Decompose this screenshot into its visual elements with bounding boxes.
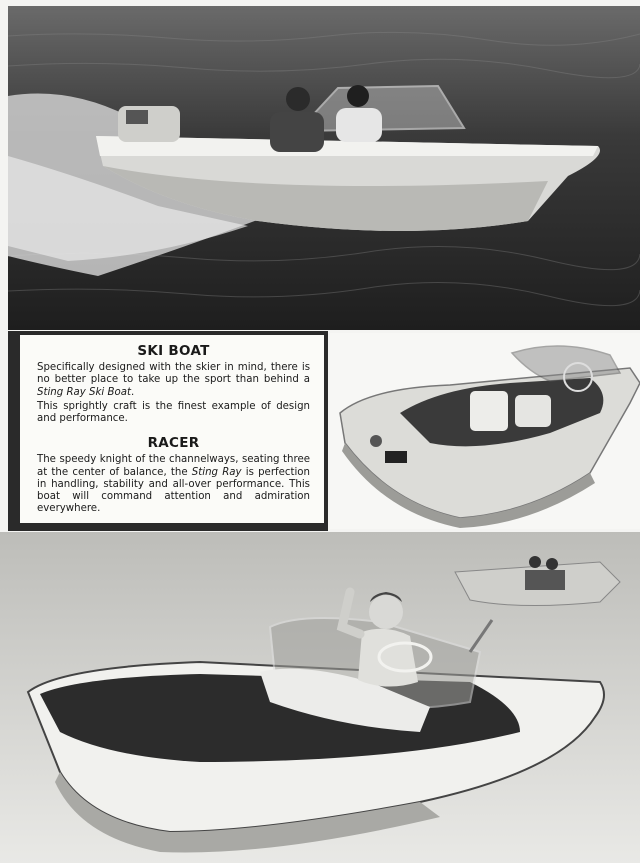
ski-boat-photo: [8, 6, 640, 330]
ski-boat-paragraph-1: Specifically designed with the skier in mind, there is no better place to take up the sport than behind a Sting Ray Ski Boat.: [37, 362, 310, 398]
description-box: [20, 335, 324, 523]
racer-overhead-photo: [330, 333, 640, 529]
description-panel: [8, 331, 328, 531]
ski-boat-paragraph-2: This sprightly craft is the finest example of design and performance.: [37, 400, 310, 425]
racer-photo: [0, 532, 640, 863]
racer-paragraph: The speedy knight of the channelways, seating three at the center of balance, the Sting Ray is perfection in handling, stability and all-over performance. This boat will command attention and admiration everywhere.: [37, 454, 310, 515]
racer-heading: RACER: [147, 435, 200, 452]
ski-boat-heading: SKI BOAT: [137, 343, 210, 359]
